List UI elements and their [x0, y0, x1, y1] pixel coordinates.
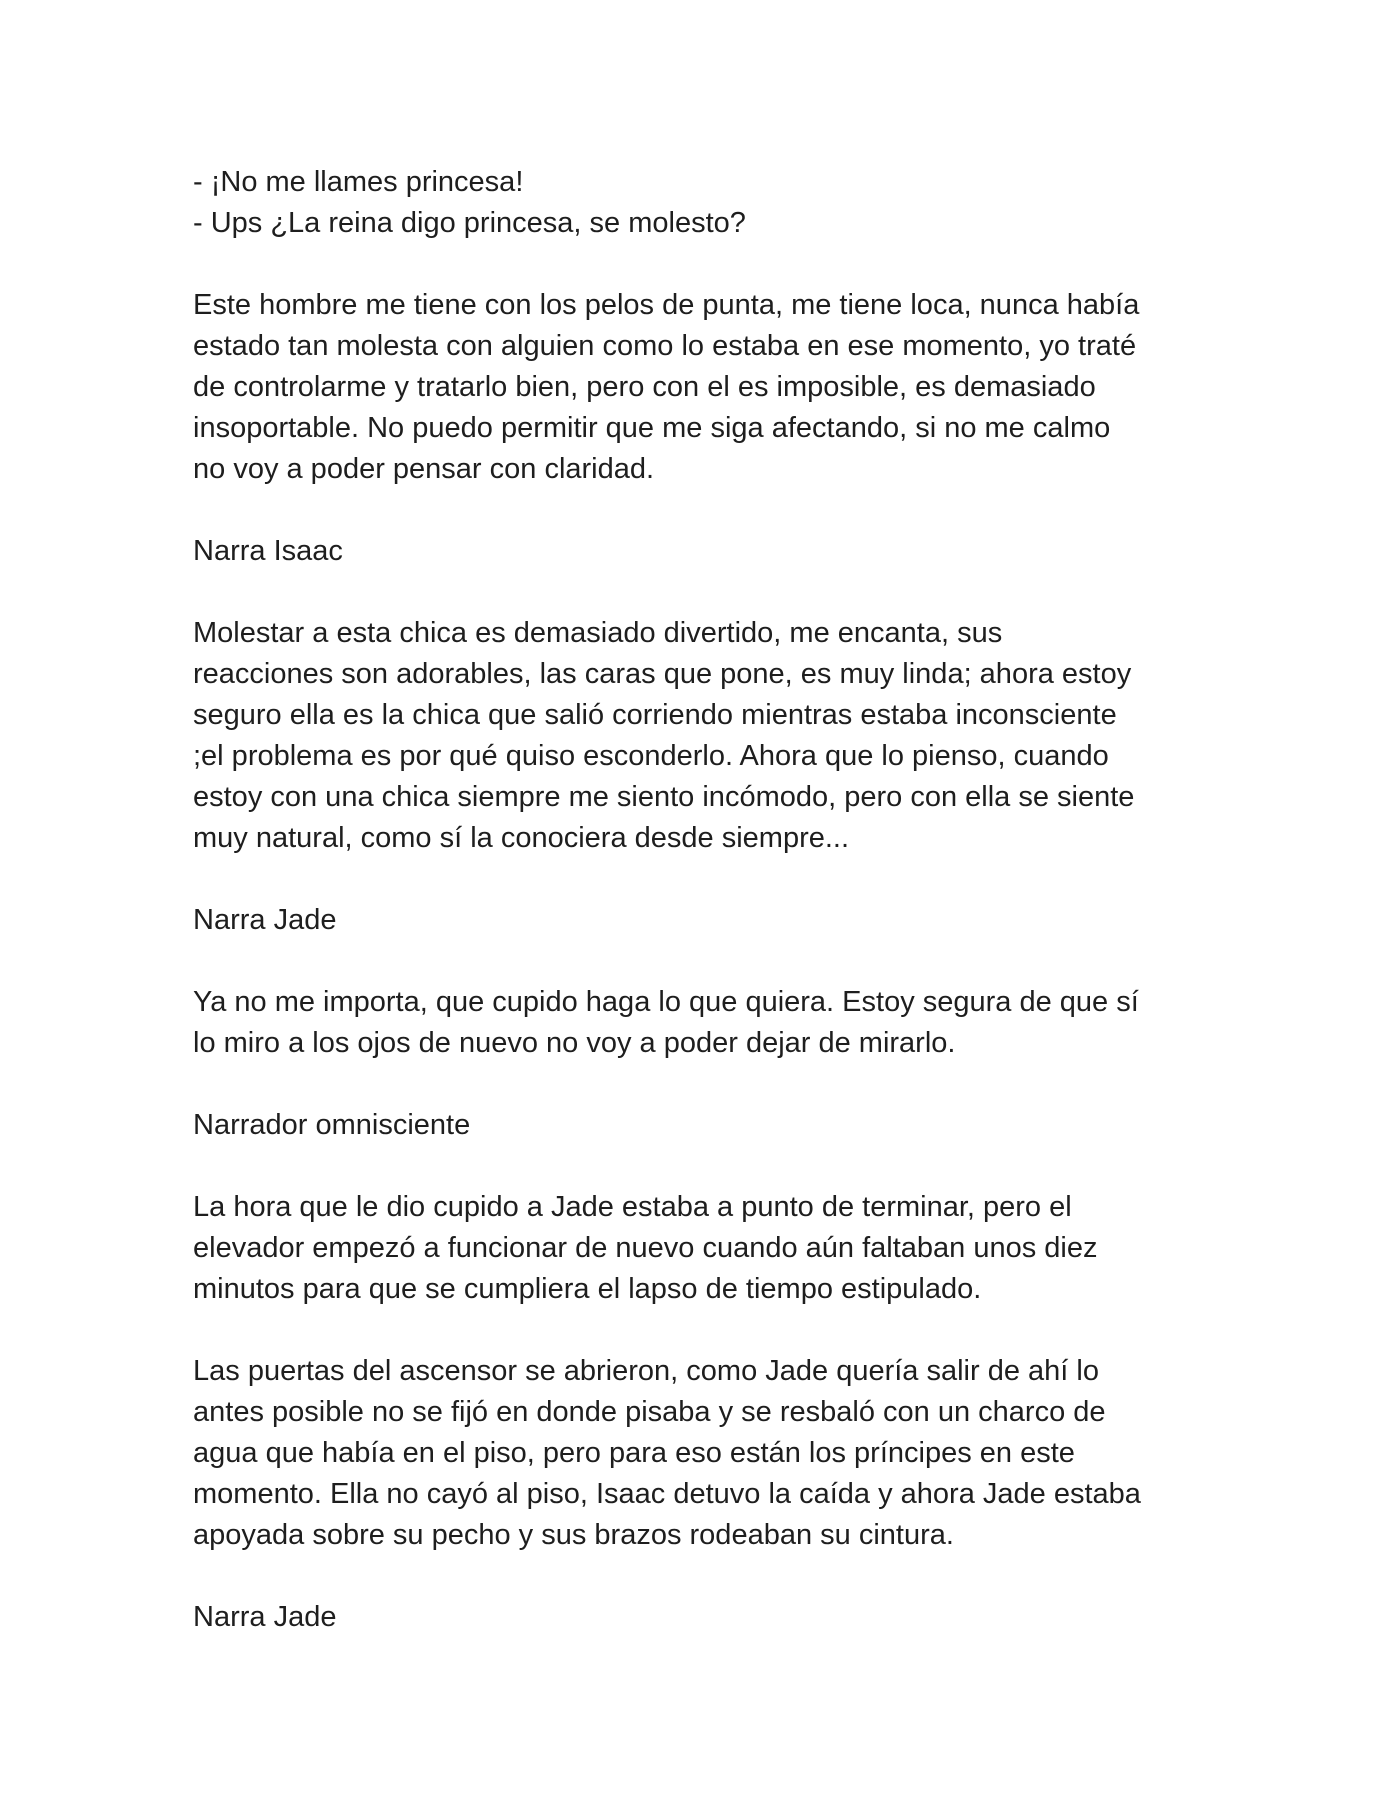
- paragraph-block: [193, 613, 1223, 859]
- narrator-heading: Narra Jade: [193, 1601, 337, 1633]
- narrator-heading: Narrador omnisciente: [193, 1109, 471, 1141]
- narrative-paragraph: Ya no me importa, que cupido haga lo que quiera. Estoy segura de que sí lo miro a los ojos de nuevo no voy a poder dejar de mirarlo.: [193, 986, 1139, 1059]
- dialogue-block: [193, 162, 1223, 244]
- narrative-paragraph: Las puertas del ascensor se abrieron, como Jade quería salir de ahí lo antes posible no se fijó en donde pisaba y se resbaló con un charco de agua que había en el piso, pero para eso están los príncipes en este momento. Ella no cayó al piso, Isaac detuvo la caída y ahora Jade estaba apoyada sobre su pecho y sus brazos rodeaban su cintura.: [193, 1355, 1141, 1551]
- paragraph-block: [193, 285, 1223, 490]
- narrator-heading-block: [193, 531, 1223, 572]
- narrator-heading-block: [193, 1105, 1223, 1146]
- dialogue-line: - ¡No me llames princesa!: [193, 166, 524, 198]
- narrative-paragraph: Este hombre me tiene con los pelos de punta, me tiene loca, nunca había estado tan molesta con alguien como lo estaba en ese momento, yo traté de controlarme y tratarlo bien, pero con el es imposible, es demasiado insoportable. No puedo permitir que me siga afectando, si no me calmo no voy a poder pensar con claridad.: [193, 289, 1140, 485]
- narrative-paragraph: La hora que le dio cupido a Jade estaba a punto de terminar, pero el elevador empezó a funcionar de nuevo cuando aún faltaban unos diez minutos para que se cumpliera el lapso de tiempo estipulado.: [193, 1191, 1098, 1305]
- paragraph-block: [193, 1351, 1223, 1556]
- paragraph-block: [193, 1187, 1223, 1310]
- narrator-heading-block: [193, 900, 1223, 941]
- document-body: [193, 162, 1223, 1638]
- dialogue-line: - Ups ¿La reina digo princesa, se molesto?: [193, 207, 746, 239]
- narrative-paragraph: Molestar a esta chica es demasiado divertido, me encanta, sus reacciones son adorables, las caras que pone, es muy linda; ahora estoy seguro ella es la chica que salió corriendo mientras estaba inconsciente ;el problema es por qué quiso esconderlo. Ahora que lo pienso, cuando estoy con una chica siempre me siento incómodo, pero con ella se siente muy natural, como sí la conociera desde siempre...: [193, 617, 1135, 854]
- narrator-heading: Narra Isaac: [193, 535, 343, 567]
- narrator-heading: Narra Jade: [193, 904, 337, 936]
- narrator-heading-block: [193, 1597, 1223, 1638]
- paragraph-block: [193, 982, 1223, 1064]
